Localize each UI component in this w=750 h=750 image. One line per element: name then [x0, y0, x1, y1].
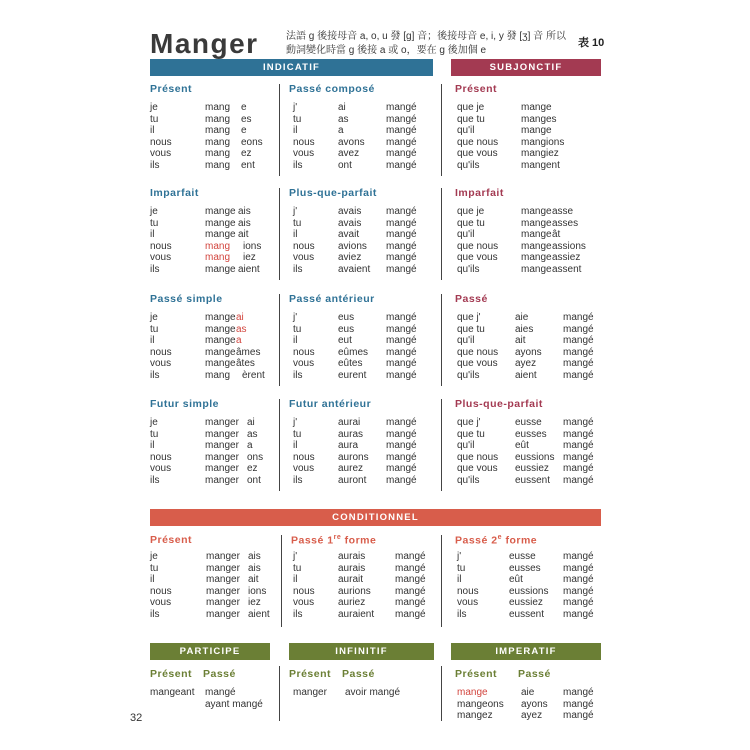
table-row: il eût mangé: [457, 574, 594, 585]
infinitif-band: INFINITIF: [289, 643, 434, 660]
conj-table-ind-futur-anterieur: [293, 417, 438, 486]
table-row: que tu aies mangé: [457, 323, 594, 335]
table-row: tu as mangé: [293, 113, 417, 125]
table-row: j' ai mangé: [293, 102, 417, 113]
divider: [279, 399, 280, 491]
divider: [441, 294, 442, 386]
table-row: nous avions mangé: [293, 240, 417, 252]
table-row: tu avais mangé: [293, 217, 417, 229]
conj-table-subj-plus-que-parfait: [457, 417, 602, 486]
table-row: vous mang iez: [150, 252, 256, 263]
conj-table-cond-passe-1: [293, 551, 438, 620]
section-title-cond-passe-2: Passé 2e forme: [455, 534, 538, 547]
conditionnel-band: CONDITIONNEL: [150, 509, 601, 526]
table-row: mangez ayez mangé: [457, 710, 594, 721]
section-title-ind-present: Présent: [150, 83, 193, 95]
table-row: vous eûtes mangé: [293, 358, 417, 369]
table-row: je mange ais: [150, 206, 251, 217]
table-row: qu'ils mange assent: [457, 263, 582, 275]
page-number: 32: [130, 712, 143, 724]
table-row: que vous mang iez: [457, 148, 559, 159]
table-row: ayant mangé: [205, 698, 263, 710]
imperatif-passe-label: Passé: [518, 668, 551, 680]
section-title-ind-imparfait: Imparfait: [150, 187, 199, 199]
table-row: tu mange ais: [150, 217, 251, 229]
divider: [441, 666, 442, 721]
table-row: qu'il eût mangé: [457, 440, 594, 451]
section-title-subj-present: Présent: [455, 83, 498, 95]
divider: [441, 188, 442, 280]
table-row: il manger a: [150, 440, 253, 451]
conj-table-cond-passe-2: [457, 551, 602, 620]
table-row: ils avaient mangé: [293, 263, 417, 275]
participe-band: PARTICIPE: [150, 643, 270, 660]
table-row: ils eussent mangé: [457, 608, 594, 620]
conj-table-ind-passe-anterieur: [293, 312, 438, 381]
infinitif-table: [293, 687, 438, 699]
conj-table-ind-futur-simple: [150, 417, 275, 486]
table-row: nous eûmes mangé: [293, 346, 417, 358]
page-title: Manger: [150, 28, 259, 59]
table-row: ils auront mangé: [293, 474, 417, 486]
table-row: nous manger ions: [150, 585, 267, 597]
table-row: nous mang eons: [150, 136, 263, 148]
table-row: j' aurais mangé: [293, 551, 426, 562]
table-row: ils manger aient: [150, 608, 270, 620]
table-row: nous manger ons: [150, 451, 264, 463]
table-row: ils mang èrent: [150, 369, 265, 381]
table-row: tu aurais mangé: [293, 562, 426, 574]
table-row: il aurait mangé: [293, 574, 426, 585]
table-row: que nous eussions mangé: [457, 451, 594, 463]
section-title-ind-plus-que-parfait: Plus-que-parfait: [289, 187, 377, 199]
table-row: vous avez mangé: [293, 148, 417, 159]
imperatif-present-label: Présent: [455, 668, 498, 680]
table-row: j' eus mangé: [293, 312, 417, 323]
table-row: que vous eussiez mangé: [457, 463, 594, 474]
table-row: je mange ai: [150, 312, 244, 323]
section-title-ind-passe-anterieur: Passé antérieur: [289, 293, 375, 305]
infinitif-present-label: Présent: [289, 668, 332, 680]
table-row: je mang e: [150, 102, 247, 113]
table-row: que tu eusses mangé: [457, 428, 594, 440]
table-row: qu'ils aient mangé: [457, 369, 594, 381]
table-row: ils mang ent: [150, 159, 255, 171]
table-row: mangeant mangé: [150, 687, 236, 698]
conj-table-ind-present: [150, 102, 275, 171]
table-row: mangeons ayons mangé: [457, 698, 594, 710]
table-row: ils auraient mangé: [293, 608, 426, 620]
section-title-ind-futur-anterieur: Futur antérieur: [289, 398, 372, 410]
section-title-subj-passe: Passé: [455, 293, 488, 305]
divider: [441, 399, 442, 491]
table-row: ils mange aient: [150, 263, 260, 275]
conj-table-ind-passe-simple: [150, 312, 275, 381]
table-row: vous auriez mangé: [293, 597, 426, 608]
table-row: j' aurai mangé: [293, 417, 417, 428]
table-row: ils eurent mangé: [293, 369, 417, 381]
table-row: tu mang es: [150, 113, 252, 125]
table-row: que je mange asse: [457, 206, 574, 217]
table-row: que je mang e: [457, 102, 552, 113]
table-row: vous mange âtes: [150, 358, 255, 369]
infinitif-passe-label: Passé: [342, 668, 375, 680]
table-row: vous manger iez: [150, 597, 261, 608]
table-row: j' avais mangé: [293, 206, 417, 217]
section-title-cond-passe-1: Passé 1re forme: [291, 534, 377, 547]
table-row: nous mange âmes: [150, 346, 261, 358]
participe-passe-label: Passé: [203, 668, 236, 680]
imperatif-band: IMPERATIF: [451, 643, 601, 660]
section-title-cond-present: Présent: [150, 534, 193, 546]
section-title-ind-passe-simple: Passé simple: [150, 293, 223, 305]
table-row: que j' aie mangé: [457, 312, 594, 323]
table-row: que vous ayez mangé: [457, 358, 594, 369]
table-row: qu'il mang e: [457, 125, 552, 136]
divider: [279, 84, 280, 176]
pronunciation-note: 法語 g 後接母音 a, o, u 發 [g] 音；後接母音 e, i, y 發 [ʒ] 音 所以動詞變化時當 g 後接 a 或 o，要在 g 後加個 e: [286, 31, 566, 56]
table-row: tu manger as: [150, 428, 258, 440]
imperatif-table: [457, 687, 602, 722]
section-title-subj-imparfait: Imparfait: [455, 187, 504, 199]
table-row: vous eussiez mangé: [457, 597, 594, 608]
table-row: ils manger ont: [150, 474, 261, 486]
participe-table: [150, 687, 280, 710]
table-row: il mang e: [150, 125, 247, 136]
participe-present-label: Présent: [150, 668, 193, 680]
table-row: tu auras mangé: [293, 428, 417, 440]
section-title-subj-plus-que-parfait: Plus-que-parfait: [455, 398, 543, 410]
divider: [441, 84, 442, 176]
table-row: tu eusses mangé: [457, 562, 594, 574]
conj-table-cond-present: [150, 551, 278, 620]
table-row: tu eus mangé: [293, 323, 417, 335]
conj-table-subj-present: [457, 102, 602, 171]
table-row: vous manger ez: [150, 463, 258, 474]
table-row: il a mangé: [293, 125, 417, 136]
table-row: nous aurons mangé: [293, 451, 417, 463]
table-number: 表 10: [578, 37, 605, 49]
conj-table-subj-passe: [457, 312, 602, 381]
table-row: vous aurez mangé: [293, 463, 417, 474]
table-row: nous mang ions: [150, 240, 262, 252]
conj-table-ind-passe-compose: [293, 102, 438, 171]
table-row: qu'il ait mangé: [457, 335, 594, 346]
table-row: qu'ils mang ent: [457, 159, 560, 171]
table-row: que tu mange asses: [457, 217, 579, 229]
table-row: que nous mang ions: [457, 136, 565, 148]
divider: [279, 188, 280, 280]
divider: [281, 535, 282, 627]
table-row: tu manger ais: [150, 562, 261, 574]
table-row: il manger ait: [150, 574, 259, 585]
table-row: ils ont mangé: [293, 159, 417, 171]
table-row: que vous mange assiez: [457, 252, 581, 263]
table-row: tu mange as: [150, 323, 247, 335]
table-row: vous mang ez: [150, 148, 252, 159]
section-title-ind-futur-simple: Futur simple: [150, 398, 220, 410]
table-row: que nous mange assions: [457, 240, 586, 252]
table-row: nous aurions mangé: [293, 585, 426, 597]
indicatif-band: INDICATIF: [150, 59, 433, 76]
table-row: nous avons mangé: [293, 136, 417, 148]
table-row: je manger ai: [150, 417, 255, 428]
table-row: il mange ait: [150, 229, 249, 240]
table-row: il aura mangé: [293, 440, 417, 451]
table-row: j' eusse mangé: [457, 551, 594, 562]
table-row: vous aviez mangé: [293, 252, 417, 263]
conj-table-ind-plus-que-parfait: [293, 206, 438, 275]
section-title-ind-passe-compose: Passé composé: [289, 83, 375, 95]
subjonctif-band: SUBJONCTIF: [451, 59, 601, 76]
divider: [441, 535, 442, 627]
conj-table-subj-imparfait: [457, 206, 602, 275]
divider: [279, 294, 280, 386]
table-row: qu'il mange ât: [457, 229, 561, 240]
table-row: que tu mang es: [457, 113, 557, 125]
table-row: qu'ils eussent mangé: [457, 474, 594, 486]
table-row: que nous ayons mangé: [457, 346, 594, 358]
table-row: que j' eusse mangé: [457, 417, 594, 428]
table-row: je manger ais: [150, 551, 261, 562]
table-row: nous eussions mangé: [457, 585, 594, 597]
table-row: il eut mangé: [293, 335, 417, 346]
conj-table-ind-imparfait: [150, 206, 275, 275]
table-row: mange aie mangé: [457, 687, 594, 698]
table-row: il avait mangé: [293, 229, 417, 240]
table-row: manger avoir mangé: [293, 687, 401, 698]
table-row: il mange a: [150, 335, 242, 346]
